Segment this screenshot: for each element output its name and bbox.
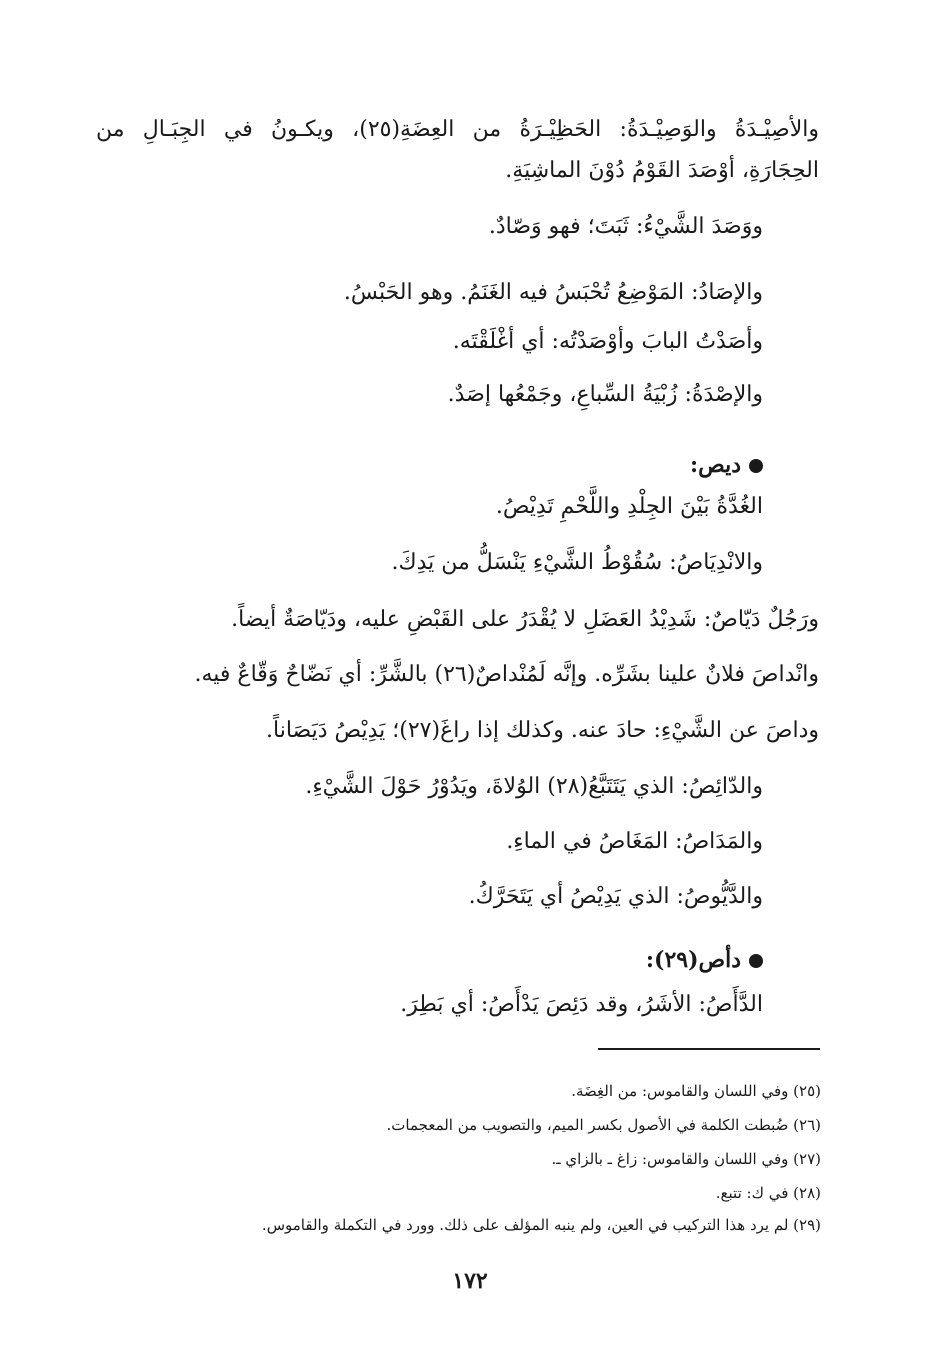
text-line: والأصِيْـدَةُ والوَصِيْـدَةُ: الحَظِيْـرَةُ من العِضَةِ(٢٥)، ويكـونُ في الجِبَـالِ من bbox=[96, 117, 819, 142]
footnote: (٢٥) وفي اللسان والقاموس: من الغِضَة. bbox=[571, 1082, 821, 1100]
text-line: ورَجُلٌ دَيّاصٌ: شَدِيْدُ العَضَلِ لا يُقْدَرُ على القَبْضِ عليه، ودَيّاصَةٌ أيضاً. bbox=[231, 607, 819, 632]
entry-heading bbox=[646, 945, 763, 975]
footnote: (٢٨) في ك: تتبع. bbox=[715, 1184, 821, 1202]
heading-text: ديص: bbox=[690, 452, 741, 478]
text-line: الغُدَّةُ بَيْنَ الجِلْدِ واللَّحْمِ تَدِيْصُ. bbox=[495, 494, 763, 519]
text-line: وداصَ عن الشَّيْءِ: حادَ عنه. وكذلك إذا راغَ(٢٧)؛ يَدِيْصُ دَيَصَاناً. bbox=[266, 718, 819, 743]
page-number: ١٧٢ bbox=[452, 1268, 488, 1294]
footnote: (٢٧) وفي اللسان والقاموس: زاغ ـ بالزاي ـ. bbox=[551, 1150, 821, 1168]
text-line: الحِجَارَةِ، أوْصَدَ القَوْمُ دُوْنَ الماشِيَةِ. bbox=[505, 158, 819, 183]
text-line: وأصَدْتُ البابَ وأوْصَدْتُه: أي أغْلَقْتَه. bbox=[452, 329, 763, 354]
text-line: والإصْدَةُ: زُبْيَةُ السِّباعِ، وجَمْعُها إصَدٌ. bbox=[447, 382, 763, 407]
footnote: (٢٦) ضُبطت الكلمة في الأصول بكسر الميم، والتصويب من المعجمات. bbox=[386, 1116, 821, 1134]
bullet-icon bbox=[749, 459, 763, 473]
text-line: والدَّيُّوصُ: الذي يَدِيْصُ أي يَتَحَرَّكُ. bbox=[468, 884, 763, 909]
text-line: وانْداصَ فلانٌ علينا بشَرِّه. وإنَّه لَمُنْداصٌ(٢٦) بالشَّرِّ: أي نَضّاحٌ وَقّاعٌ فيه. bbox=[194, 662, 819, 687]
footnote-divider bbox=[598, 1048, 820, 1050]
heading-text: دأص(٢٩): bbox=[645, 947, 741, 973]
text-line: والدّائِصُ: الذي يَتَتَبَّعُ(٢٨) الوُلاةَ، ويَدُوْرُ حَوْلَ الشَّيْءِ. bbox=[305, 774, 763, 799]
entry-heading bbox=[690, 450, 763, 480]
bullet-icon bbox=[749, 954, 763, 968]
text-line: الدَّأَصُ: الأشَرُ، وقد دَئِصَ يَدْأَصُ: أي بَطِرَ. bbox=[400, 992, 763, 1017]
text-line: والانْدِيَاصُ: سُقُوْطُ الشَّيْءِ يَنْسَلُّ من يَدِكَ. bbox=[391, 550, 763, 575]
footnote: (٢٩) لم يرد هذا التركيب في العين، ولم ينبه المؤلف على ذلك. وورد في التكملة والقاموس. bbox=[261, 1216, 821, 1234]
text-line: ووَصَدَ الشَّيْءُ: ثَبَتَ؛ فهو وَصّادٌ. bbox=[488, 214, 763, 239]
text-line: والمَدَاصُ: المَغَاصُ في الماءِ. bbox=[506, 829, 763, 854]
text-line: والإصَادُ: المَوْضِعُ تُحْبَسُ فيه الغَنَمُ. وهو الحَبْسُ. bbox=[343, 280, 763, 305]
